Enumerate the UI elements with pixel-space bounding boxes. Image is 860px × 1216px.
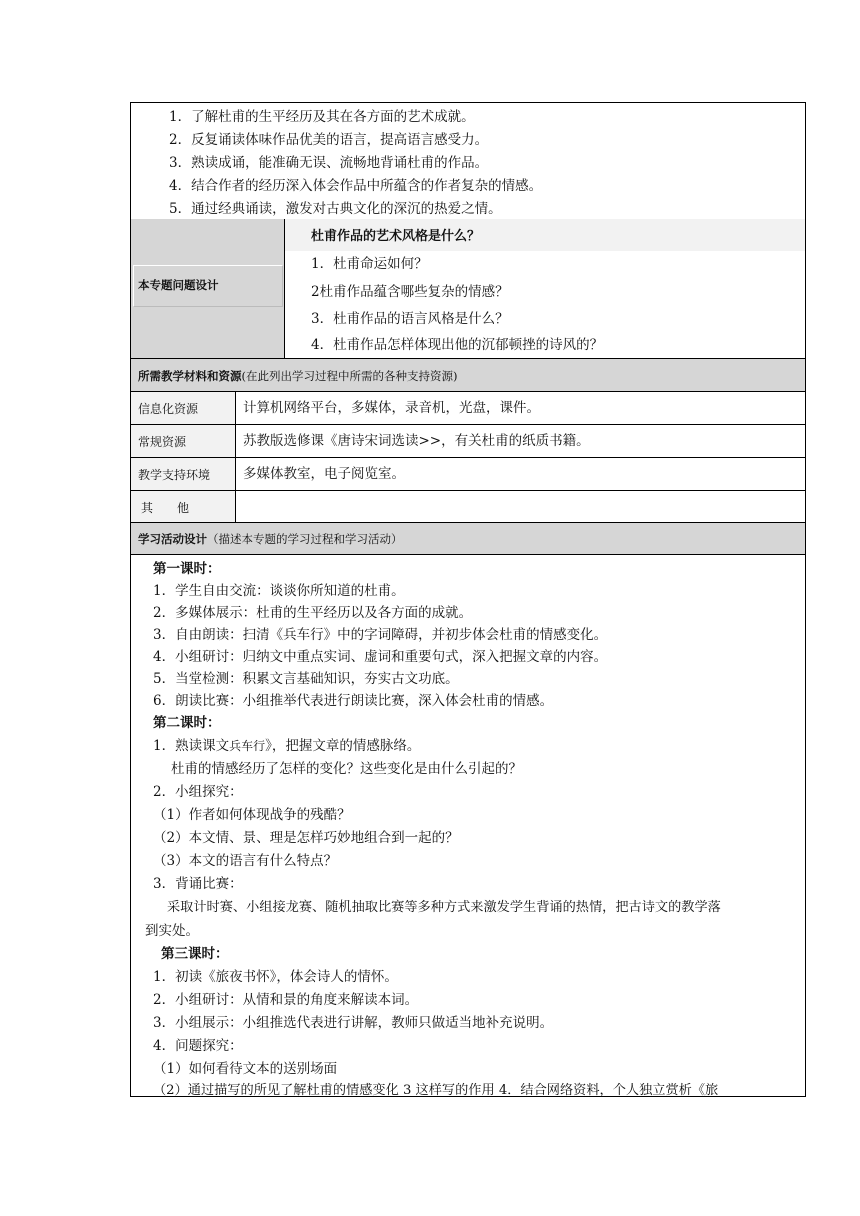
activity-item: （1）如何看待文本的送别场面 xyxy=(153,1061,338,1077)
lesson-plan-table xyxy=(130,102,806,1097)
resource-value: 多媒体教室，电子阅览室。 xyxy=(243,466,405,482)
activity-item: 采取计时赛、小组接龙赛、随机抽取比赛等多种方式来激发学生背诵的热情，把古诗文的教学落 xyxy=(167,900,721,915)
activity-item: （2）通过描写的所见了解杜甫的情感变化 3 这样写的作用 4．结合网络资料，个人独立赏析《旅 xyxy=(153,1083,719,1098)
resource-label: 其 他 xyxy=(141,501,190,515)
resources-title: 所需教学材料和资源 xyxy=(138,369,242,383)
resources-header xyxy=(131,359,805,391)
activity-item: 1．学生自由交流：谈谈你所知道的杜甫。 xyxy=(153,583,405,599)
lesson-title: 第三课时： xyxy=(161,946,229,962)
resource-row xyxy=(131,491,805,522)
activity-item: （3）本文的语言有什么特点？ xyxy=(153,853,338,869)
activity-item: 1．初读《旅夜书怀》，体会诗人的情怀。 xyxy=(153,969,398,985)
activity-item: 1．熟读课文兵车行》，把握文章的情感脉络。 xyxy=(153,738,421,754)
activity-item: 到实处。 xyxy=(145,923,199,939)
activities-note: （描述本专题的学习过程和学习活动） xyxy=(207,532,403,546)
activities-title: 学习活动设计 xyxy=(138,532,207,546)
question-item: 4．杜甫作品怎样体现出他的沉郁顿挫的诗风的？ xyxy=(311,337,604,353)
resource-row xyxy=(131,458,805,490)
objectives-section xyxy=(131,103,805,219)
resource-label: 信息化资源 xyxy=(138,402,199,416)
question-item: 1．杜甫命运如何？ xyxy=(311,256,428,272)
resource-row xyxy=(131,425,805,457)
resource-label: 常规资源 xyxy=(138,435,187,449)
activity-item: 4．问题探究： xyxy=(153,1038,243,1054)
objective-item: 5．通过经典诵读，激发对古典文化的深沉的热爱之情。 xyxy=(169,201,502,217)
activities-header xyxy=(131,523,805,554)
objective-item: 1．了解杜甫的生平经历及其在各方面的艺术成就。 xyxy=(169,109,475,125)
lesson-title: 第二课时： xyxy=(153,715,221,731)
activity-item: 3．自由朗读：扫清《兵车行》中的字词障碍，并初步体会杜甫的情感变化。 xyxy=(153,627,608,643)
activity-item: 3．小组展示：小组推选代表进行讲解，教师只做适当地补充说明。 xyxy=(153,1015,554,1031)
activities-body xyxy=(131,555,805,1096)
resource-label: 教学支持环境 xyxy=(138,468,211,482)
questions-section xyxy=(131,219,805,358)
activity-item: 2．小组探究： xyxy=(153,784,243,800)
activity-item: 杜甫的情感经历了怎样的变化？这些变化是由什么引起的？ xyxy=(171,761,522,777)
question-item: 3．杜甫作品的语言风格是什么？ xyxy=(311,311,509,327)
objective-item: 2．反复诵读体味作品优美的语言，提高语言感受力。 xyxy=(169,132,489,148)
resource-value: 计算机网络平台，多媒体，录音机，光盘，课件。 xyxy=(243,400,540,416)
resource-row xyxy=(131,392,805,424)
activity-item: 6．朗读比赛：小组推举代表进行朗读比赛，深入体会杜甫的情感。 xyxy=(153,693,554,709)
activity-item: 3．背诵比赛： xyxy=(153,876,243,892)
activity-item: （2）本文情、景、理是怎样巧妙地组合到一起的？ xyxy=(153,830,459,846)
resource-value: 苏教版选修课《唐诗宋词选读>>，有关杜甫的纸质书籍。 xyxy=(243,433,590,449)
activity-item: 2．小组研讨：从情和景的角度来解读本词。 xyxy=(153,992,419,1008)
activity-item: 5．当堂检测：积累文言基础知识，夯实古文功底。 xyxy=(153,671,459,687)
resources-note: (在此列出学习过程中所需的各种支持资源) xyxy=(241,369,458,383)
lesson-title: 第一课时： xyxy=(153,561,221,577)
activity-item: （1）作者如何体现战争的残酷？ xyxy=(153,807,351,823)
activity-item: 4．小组研讨：归纳文中重点实词、虚词和重要句式，深入把握文章的内容。 xyxy=(153,649,608,665)
question-item: 2杜甫作品蕴含哪些复杂的情感？ xyxy=(311,284,509,300)
objective-item: 3．熟读成诵，能准确无误、流畅地背诵杜甫的作品。 xyxy=(169,155,489,171)
questions-label: 本专题问题设计 xyxy=(138,278,219,292)
objective-item: 4．结合作者的经历深入体会作品中所蕴含的作者复杂的情感。 xyxy=(169,178,543,194)
activity-item: 2．多媒体展示：杜甫的生平经历以及各方面的成就。 xyxy=(153,605,473,621)
main-question: 杜甫作品的艺术风格是什么？ xyxy=(311,229,481,244)
